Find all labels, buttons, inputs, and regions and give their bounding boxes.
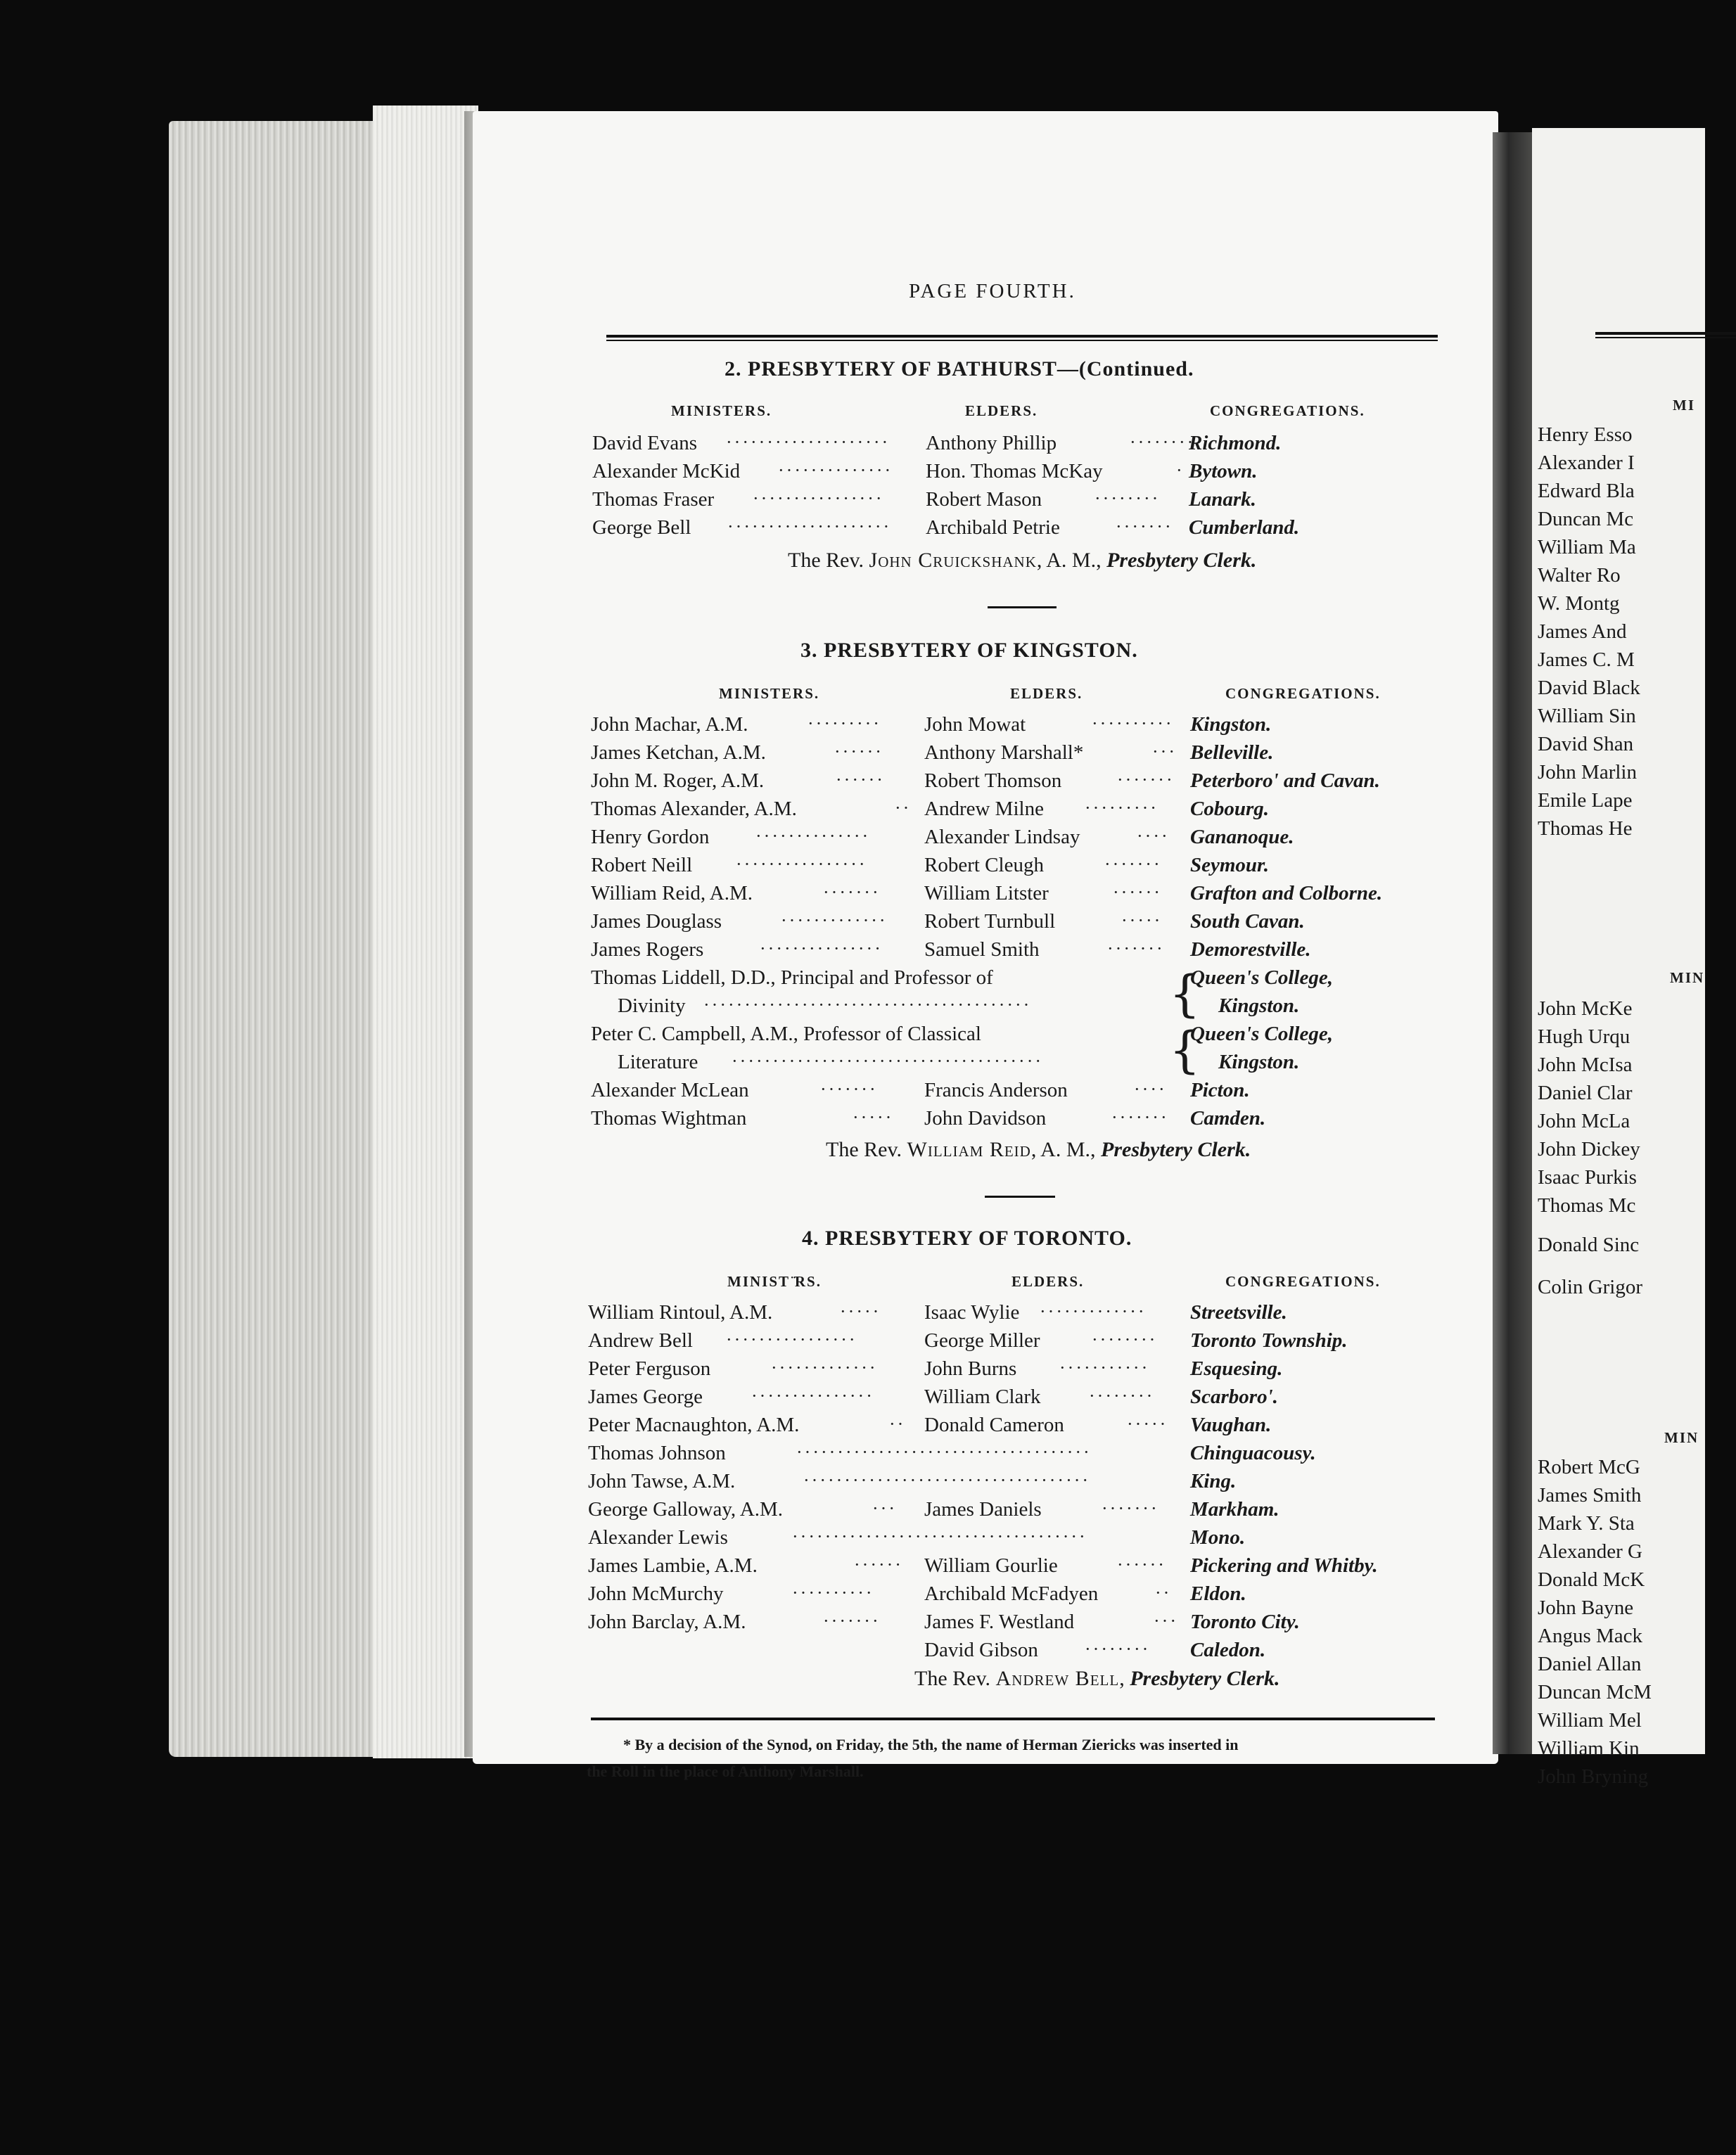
professor-entry — [591, 966, 1505, 992]
minister-name-fragment: Emile Lape — [1538, 789, 1633, 812]
footnote-line-2: the Roll in the place of Anthony Marshall. — [587, 1763, 864, 1780]
congregation-name: Kingston. — [1218, 1051, 1300, 1073]
left-page — [473, 111, 1498, 1780]
clerk-prefix: The Rev. — [914, 1667, 991, 1690]
col-head-ministers: MINISTERS. — [719, 685, 820, 702]
clerk-degree: , A. M., — [1036, 549, 1102, 572]
dot-leader: ··············· — [751, 1386, 874, 1406]
dot-leader: ·········· — [1092, 713, 1174, 734]
dot-leader: ······· — [1117, 769, 1175, 790]
dot-leader: ······· — [1102, 1498, 1159, 1518]
dot-leader: ·········· — [792, 1582, 874, 1603]
congregation-name: Camden. — [1190, 1107, 1266, 1130]
minister-name-fragment: Angus Mack — [1538, 1625, 1643, 1647]
dot-leader: ···································· — [796, 1442, 1092, 1462]
dot-leader: ··········· — [1059, 1357, 1150, 1378]
dot-leader: ···································· — [792, 1526, 1087, 1547]
elder-name: Samuel Smith — [924, 938, 1040, 961]
congregation-name: Seymour. — [1190, 854, 1269, 876]
col-head-congregations: CONGREGATIONS. — [1210, 402, 1365, 419]
congregation-name: Mono. — [1190, 1526, 1246, 1549]
roll-row — [588, 1386, 1502, 1411]
roll-row — [588, 1470, 1502, 1495]
dot-leader: ······ — [854, 1554, 903, 1575]
roll-row — [588, 1526, 1502, 1552]
minister-name-fragment: John McLa — [1538, 1110, 1630, 1132]
roll-row — [591, 826, 1505, 851]
professor-entry-cont — [591, 995, 1505, 1020]
brace-glyph: { — [1169, 1021, 1201, 1079]
minister-name-fragment: David Shan — [1538, 733, 1634, 755]
clerk-degree: , A. M., — [1030, 1138, 1096, 1161]
roll-row — [591, 938, 1505, 964]
minister-name: James Douglass — [591, 910, 722, 933]
roll-row — [591, 910, 1505, 935]
professor-entry-cont — [591, 1051, 1505, 1076]
dot-leader: ···· — [1137, 826, 1170, 846]
minister-name-fragment: William Ma — [1538, 536, 1636, 558]
col-head-fragment: MI — [1673, 397, 1695, 414]
dot-leader: ··· — [872, 1498, 897, 1518]
dot-leader: ·· — [895, 798, 912, 818]
minister-name-fragment: Isaac Purkis — [1538, 1166, 1637, 1189]
minister-name: Peter Ferguson — [588, 1357, 711, 1380]
dot-leader: ······ — [834, 741, 883, 762]
elder-name: John Davidson — [924, 1107, 1047, 1130]
minister-name-fragment: Henry Esso — [1538, 423, 1633, 446]
elder-name: Isaac Wylie — [924, 1301, 1020, 1324]
congregation-name: Queen's College, — [1190, 1023, 1333, 1045]
minister-name: John Barclay, A.M. — [588, 1611, 746, 1633]
minister-name: William Reid, A.M. — [591, 882, 753, 904]
congregation-name: Markham. — [1190, 1498, 1279, 1521]
roll-row — [588, 1442, 1502, 1467]
roll-row — [592, 516, 1507, 542]
minister-name-fragment: Edward Bla — [1538, 480, 1635, 502]
congregation-name: Esquesing. — [1190, 1357, 1283, 1380]
roll-row — [591, 713, 1505, 738]
minister-name: George Galloway, A.M. — [588, 1498, 784, 1521]
minister-name-fragment: Duncan Mc — [1538, 508, 1634, 530]
roll-row — [588, 1498, 1502, 1523]
minister-name-fragment: William Sin — [1538, 705, 1636, 727]
elder-name: Anthony Phillip — [926, 432, 1057, 454]
elder-name: James F. Westland — [924, 1611, 1075, 1633]
minister-name: Henry Gordon — [591, 826, 710, 848]
dot-leader: ················ — [726, 1329, 857, 1350]
dot-leader: ··· — [1152, 741, 1177, 762]
professor-name: Thomas Liddell, D.D., Principal and Professor of — [591, 966, 993, 989]
minister-name: George Bell — [592, 516, 691, 539]
dot-leader: ········ — [1092, 1329, 1158, 1350]
dot-leader: ······ — [1113, 882, 1162, 902]
dot-leader: ········· — [1085, 798, 1159, 818]
dot-leader: ····· — [840, 1301, 881, 1322]
minister-name: John Tawse, A.M. — [588, 1470, 736, 1492]
dot-leader: ···· — [1134, 1079, 1167, 1099]
col-head-ministers: MINIST ̈RS. — [727, 1273, 822, 1290]
col-head-elders: ELDERS. — [1010, 685, 1083, 702]
congregation-name: Kingston. — [1218, 995, 1300, 1017]
minister-name: John McMurchy — [588, 1582, 724, 1605]
elder-name: Robert Thomson — [924, 769, 1062, 792]
clerk-role: Presbytery Clerk. — [1106, 549, 1257, 572]
minister-name: Alexander McLean — [591, 1079, 749, 1101]
minister-name: Peter Macnaughton, A.M. — [588, 1414, 800, 1436]
dot-leader: ········ — [1094, 488, 1161, 509]
minister-name: Alexander Lewis — [588, 1526, 728, 1549]
running-head: PAGE FOURTH. — [909, 280, 1076, 302]
dot-leader: ······ — [1117, 1554, 1166, 1575]
dot-leader: · — [1176, 460, 1185, 480]
col-head-elders: ELDERS. — [965, 402, 1038, 419]
congregation-name: Cobourg. — [1190, 798, 1270, 820]
roll-row — [591, 798, 1505, 823]
clerk-name: Andrew Bell — [995, 1667, 1120, 1690]
roll-row — [588, 1582, 1502, 1608]
elder-name: William Gourlie — [924, 1554, 1058, 1577]
minister-name-fragment: Duncan McM — [1538, 1681, 1652, 1703]
congregation-name: Streetsville. — [1190, 1301, 1287, 1324]
roll-row — [588, 1414, 1502, 1439]
elder-name: James Daniels — [924, 1498, 1042, 1521]
minister-name: William Rintoul, A.M. — [588, 1301, 773, 1324]
minister-name-fragment: Colin Grigor — [1538, 1276, 1643, 1298]
minister-name-fragment: William Mel — [1538, 1709, 1642, 1732]
roll-row — [591, 1107, 1505, 1132]
congregation-name: King. — [1190, 1470, 1237, 1492]
minister-name-fragment: Mark Y. Sta — [1538, 1512, 1635, 1535]
minister-name-fragment: James C. M — [1538, 648, 1635, 671]
minister-name-fragment: Daniel Allan — [1538, 1653, 1642, 1675]
minister-name-fragment: John McIsa — [1538, 1054, 1633, 1076]
elder-name: Archibald McFadyen — [924, 1582, 1099, 1605]
head-rule — [1595, 332, 1736, 338]
congregation-name: Bytown. — [1189, 460, 1258, 482]
dot-leader: ·············· — [778, 460, 893, 480]
dot-leader: ············· — [1040, 1301, 1147, 1322]
minister-name-fragment: Hugh Urqu — [1538, 1025, 1630, 1048]
minister-name-fragment: Thomas Mc — [1538, 1194, 1636, 1217]
congregation-name: Peterboro' and Cavan. — [1190, 769, 1380, 792]
elder-name: Robert Cleugh — [924, 854, 1044, 876]
elder-name: Donald Cameron — [924, 1414, 1064, 1436]
roll-row — [588, 1639, 1502, 1664]
elder-name: David Gibson — [924, 1639, 1038, 1661]
minister-name: John Machar, A.M. — [591, 713, 748, 736]
clerk-role: Presbytery Clerk. — [1101, 1138, 1251, 1161]
dot-leader: ···················· — [727, 516, 892, 537]
clerk-toronto — [914, 1667, 1279, 1691]
elder-name: Robert Mason — [926, 488, 1042, 511]
clerk-prefix: The Rev. — [788, 549, 864, 572]
minister-name: Alexander McKid — [592, 460, 741, 482]
dot-leader: ····· — [853, 1107, 894, 1127]
dot-leader: ··· — [1154, 1611, 1178, 1631]
congregation-name: Lanark. — [1189, 488, 1256, 511]
elder-name: Francis Anderson — [924, 1079, 1068, 1101]
elder-name: Andrew Milne — [924, 798, 1044, 820]
dot-leader: ·· — [1155, 1582, 1172, 1603]
section-title-toronto: 4. PRESBYTERY OF TORONTO. — [802, 1227, 1132, 1250]
dot-leader: ······· — [1116, 516, 1173, 537]
elder-name: Robert Turnbull — [924, 910, 1056, 933]
congregation-name: Toronto City. — [1190, 1611, 1300, 1633]
dot-leader: ········ — [1130, 432, 1196, 452]
roll-row — [591, 882, 1505, 907]
roll-row — [591, 741, 1505, 767]
right-page-fragment — [1532, 128, 1705, 1788]
footnote-line-1: * By a decision of the Synod, on Friday, the 5th, the name of Herman Ziericks was inserted in — [623, 1736, 1239, 1753]
col-head-ministers: MINISTERS. — [671, 402, 772, 419]
congregation-name: Chinguacousy. — [1190, 1442, 1316, 1464]
dot-leader: ············· — [781, 910, 888, 931]
minister-name-fragment: John Dickey — [1538, 1138, 1640, 1160]
minister-name-fragment: Alexander G — [1538, 1540, 1642, 1563]
clerk-name: William Reid — [907, 1138, 1031, 1161]
minister-name-fragment: Walter Ro — [1538, 564, 1621, 587]
col-head-congregations: CONGREGATIONS. — [1225, 685, 1381, 702]
congregation-name: South Cavan. — [1190, 910, 1305, 933]
footnote-rule — [591, 1718, 1435, 1720]
minister-name-fragment: John McKe — [1538, 997, 1633, 1020]
elder-name: William Litster — [924, 882, 1049, 904]
minister-name: James George — [588, 1386, 703, 1408]
roll-row — [591, 1079, 1505, 1104]
dot-leader: ······· — [823, 1611, 881, 1631]
book-gutter — [1493, 132, 1532, 1754]
dot-leader: ········ — [1089, 1386, 1155, 1406]
clerk-role: Presbytery Clerk. — [1130, 1667, 1280, 1690]
minister-name-fragment: Donald Sinc — [1538, 1234, 1640, 1256]
minister-name-fragment: Thomas He — [1538, 817, 1633, 840]
clerk-degree: , — [1119, 1667, 1125, 1690]
dot-leader: ···················· — [726, 432, 891, 452]
minister-name: Thomas Alexander, A.M. — [591, 798, 797, 820]
minister-name-fragment: John Bryning — [1538, 1765, 1649, 1788]
congregation-name: Picton. — [1190, 1079, 1250, 1101]
elder-name: Hon. Thomas McKay — [926, 460, 1103, 482]
dot-leader: ······· — [1104, 854, 1162, 874]
roll-row — [588, 1554, 1502, 1580]
minister-name-fragment: James And — [1538, 620, 1627, 643]
minister-name-fragment: James Smith — [1538, 1484, 1642, 1507]
minister-name-fragment: Alexander I — [1538, 452, 1635, 474]
roll-row — [588, 1611, 1502, 1636]
section-divider — [988, 606, 1057, 608]
dot-leader: ················ — [753, 488, 884, 509]
congregation-name: Eldon. — [1190, 1582, 1246, 1605]
minister-name-fragment: Robert McG — [1538, 1456, 1640, 1478]
congregation-name: Toronto Township. — [1190, 1329, 1348, 1352]
congregation-name: Caledon. — [1190, 1639, 1266, 1661]
congregation-name: Grafton and Colborne. — [1190, 882, 1383, 904]
minister-name-fragment: Donald McK — [1538, 1568, 1645, 1591]
professor-name: Peter C. Campbell, A.M., Professor of Classical — [591, 1023, 981, 1045]
dot-leader: ········································ — [703, 995, 1032, 1015]
roll-row — [588, 1357, 1502, 1383]
minister-name: Thomas Wightman — [591, 1107, 747, 1130]
dot-leader: ·············· — [755, 826, 871, 846]
elder-name: Archibald Petrie — [926, 516, 1060, 539]
professor-chair: Divinity — [618, 995, 686, 1017]
elder-name: Alexander Lindsay — [924, 826, 1080, 848]
minister-name: Andrew Bell — [588, 1329, 693, 1352]
roll-row — [592, 432, 1507, 457]
dot-leader: ······· — [1111, 1107, 1169, 1127]
dot-leader: ·· — [889, 1414, 906, 1434]
minister-name-fragment: David Black — [1538, 677, 1640, 699]
minister-name-fragment: John Bayne — [1538, 1597, 1634, 1619]
col-head-elders: ELDERS. — [1011, 1273, 1085, 1290]
congregation-name: Kingston. — [1190, 713, 1272, 736]
roll-row — [591, 854, 1505, 879]
roll-row — [588, 1329, 1502, 1355]
elder-name: John Mowat — [924, 713, 1026, 736]
congregation-name: Demorestville. — [1190, 938, 1311, 961]
congregation-name: Richmond. — [1189, 432, 1282, 454]
roll-row — [588, 1301, 1502, 1326]
congregation-name: Pickering and Whitby. — [1190, 1554, 1378, 1577]
section-title-bathurst: 2. PRESBYTERY OF BATHURST—(Continued. — [725, 357, 1194, 381]
minister-name: James Lambie, A.M. — [588, 1554, 758, 1577]
minister-name: Thomas Johnson — [588, 1442, 726, 1464]
elder-name: Anthony Marshall* — [924, 741, 1084, 764]
roll-row — [592, 488, 1507, 513]
book-page-edges-inner — [373, 105, 478, 1758]
dot-leader: ········ — [1085, 1639, 1151, 1659]
brace-glyph: { — [1169, 965, 1201, 1023]
congregation-name: Scarboro'. — [1190, 1386, 1278, 1408]
clerk-name: John Cruickshank — [869, 549, 1037, 572]
minister-name: Thomas Fraser — [592, 488, 715, 511]
dot-leader: ················ — [736, 854, 867, 874]
minister-name: David Evans — [592, 432, 697, 454]
minister-name: Robert Neill — [591, 854, 693, 876]
professor-entry — [591, 1023, 1505, 1048]
clerk-kingston — [826, 1138, 1251, 1162]
minister-name-fragment: W. Montg — [1538, 592, 1620, 615]
dot-leader: ··································· — [803, 1470, 1091, 1490]
clerk-bathurst — [788, 549, 1256, 573]
col-head-fragment: MIN — [1670, 969, 1705, 986]
elder-name: John Burns — [924, 1357, 1017, 1380]
minister-name-fragment: John Marlin — [1538, 761, 1637, 784]
minister-name-fragment: William Kin — [1538, 1737, 1640, 1760]
minister-name-fragment: Daniel Clar — [1538, 1082, 1633, 1104]
dot-leader: ····· — [1127, 1414, 1168, 1434]
congregation-name: Gananoque. — [1190, 826, 1294, 848]
dot-leader: ······· — [823, 882, 881, 902]
head-rule — [606, 335, 1438, 341]
dot-leader: ······· — [820, 1079, 878, 1099]
congregation-name: Belleville. — [1190, 741, 1274, 764]
dot-leader: ············· — [771, 1357, 878, 1378]
section-divider — [985, 1196, 1055, 1198]
dot-leader: ······ — [836, 769, 885, 790]
congregation-name: Queen's College, — [1190, 966, 1333, 989]
section-title-kingston: 3. PRESBYTERY OF KINGSTON. — [800, 639, 1138, 662]
congregation-name: Cumberland. — [1189, 516, 1300, 539]
dot-leader: ····· — [1121, 910, 1163, 931]
elder-name: George Miller — [924, 1329, 1040, 1352]
minister-name: James Rogers — [591, 938, 704, 961]
minister-name: James Ketchan, A.M. — [591, 741, 766, 764]
col-head-fragment: MIN — [1664, 1429, 1699, 1446]
minister-name: John M. Roger, A.M. — [591, 769, 765, 792]
professor-chair: Literature — [618, 1051, 698, 1073]
elder-name: William Clark — [924, 1386, 1041, 1408]
dot-leader: ······································ — [732, 1051, 1044, 1071]
dot-leader: ······· — [1107, 938, 1165, 959]
dot-leader: ········· — [808, 713, 881, 734]
clerk-prefix: The Rev. — [826, 1138, 902, 1161]
roll-row — [592, 460, 1507, 485]
congregation-name: Vaughan. — [1190, 1414, 1272, 1436]
roll-row — [591, 769, 1505, 795]
dot-leader: ··············· — [760, 938, 883, 959]
col-head-congregations: CONGREGATIONS. — [1225, 1273, 1381, 1290]
